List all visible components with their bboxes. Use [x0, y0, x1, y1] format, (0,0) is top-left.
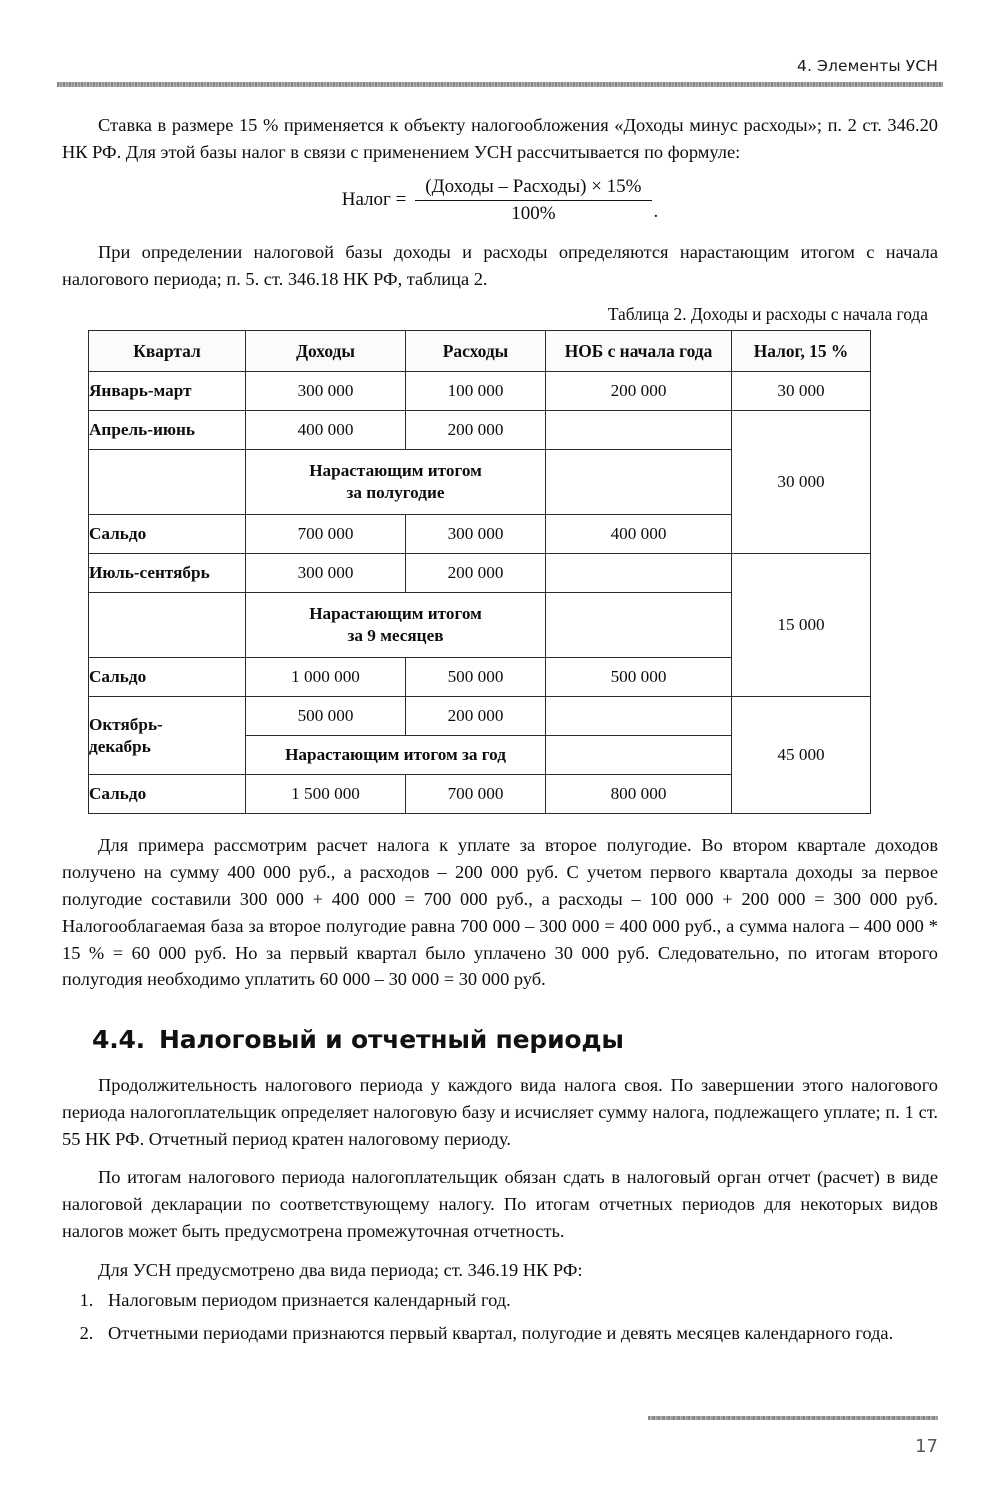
quarter-line1: Октябрь-: [89, 714, 163, 734]
table-row: [89, 372, 871, 411]
list-item: 1. Налоговым периодом признается календарный год.: [98, 1287, 938, 1314]
footer-rule: [648, 1416, 938, 1420]
cell-running-total: Нарастающим итогом за год: [246, 736, 546, 775]
column-header-income: Доходы: [246, 331, 406, 372]
cell-taxbase: 400 000: [546, 515, 732, 554]
cell-running-total: [246, 450, 546, 515]
cell-taxbase-empty: [546, 450, 732, 515]
cell-tax: 15 000: [732, 554, 871, 697]
column-header-quarter: Квартал: [89, 331, 246, 372]
cell-expense: 200 000: [406, 697, 546, 736]
column-header-tax: Налог, 15 %: [732, 331, 871, 372]
cell-quarter: Сальдо: [89, 515, 246, 554]
section-paragraph-1: Продолжительность налогового периода у каждого вида налога своя. По завершении этого налогового периода налогоплательщик определяет налоговую базу и исчисляет сумму налога, подлежащего уплате; п. 1 ст. 55 НК РФ. Отчетный период кратен налоговому периоду.: [62, 1075, 938, 1149]
cell-income: 1 000 000: [246, 658, 406, 697]
cell-income: 500 000: [246, 697, 406, 736]
formula-numerator: (Доходы – Расходы) × 15%: [425, 175, 642, 197]
section-paragraph-3: Для УСН предусмотрено два вида периода; ст. 346.19 НК РФ:: [98, 1259, 583, 1280]
cell-expense: 200 000: [406, 411, 546, 450]
cell-quarter: Январь-март: [89, 372, 246, 411]
cell-income: 700 000: [246, 515, 406, 554]
page-content: [62, 112, 938, 1353]
example-paragraph: Для примера рассмотрим расчет налога к уплате за второе полугодие. Во втором квартале доходов получено на сумму 400 000 руб., а расходов – 200 000 руб. С учетом первого квартала доходы за первое полугодие составили 300 000 + 400 000 = 700 000 руб., а расходы – 100 000 + 200 000 = 300 000 руб. Налогооблагаемая база за второе полугодие равна 700 000 – 300 000 = 400 000 руб., а сумма налога – 400 000 * 15 % = 60 000 руб. Но за первый квартал было уплачено 30 000 руб. Следовательно, по итогам второго полугодия необходимо уплатить 60 000 – 30 000 = 30 000 руб.: [62, 835, 938, 990]
tax-formula: [62, 176, 938, 225]
running-head: 4. Элементы УСН: [797, 57, 938, 75]
cell-income: 300 000: [246, 372, 406, 411]
list-item: 2. Отчетными периодами признаются первый квартал, полугодие и девять месяцев календарного года.: [98, 1320, 938, 1347]
cell-taxbase: 500 000: [546, 658, 732, 697]
table-caption: Таблица 2. Доходы и расходы с начала года: [607, 304, 928, 325]
section-title: Налоговый и отчетный периоды: [158, 1025, 624, 1055]
accrual-paragraph: При определении налоговой базы доходы и расходы определяются нарастающим итогом с начала налогового периода; п. 5. ст. 346.18 НК РФ, таблица 2.: [62, 241, 938, 289]
cell-expense: 100 000: [406, 372, 546, 411]
column-header-expense: Расходы: [406, 331, 546, 372]
column-header-taxbase: НОБ с начала года: [546, 331, 732, 372]
running-total-line1: Нарастающим итогом: [309, 461, 482, 481]
page-number: 17: [915, 1436, 938, 1457]
cell-running-total: [246, 593, 546, 658]
cell-expense: 200 000: [406, 554, 546, 593]
income-expense-table: [88, 330, 871, 814]
cell-quarter-empty: [89, 593, 246, 658]
running-total-line2: за полугодие: [346, 483, 445, 503]
cell-taxbase: 200 000: [546, 372, 732, 411]
cell-taxbase: [546, 697, 732, 736]
table-row: [89, 697, 871, 736]
cell-taxbase: [546, 411, 732, 450]
cell-tax: 45 000: [732, 697, 871, 814]
cell-income: 400 000: [246, 411, 406, 450]
cell-taxbase: 800 000: [546, 775, 732, 814]
quarter-line2: декабрь: [89, 736, 151, 756]
periods-list: [62, 1287, 938, 1347]
cell-expense: 300 000: [406, 515, 546, 554]
cell-quarter: Июль-сентябрь: [89, 554, 246, 593]
section-number: 4.4.: [92, 1025, 145, 1055]
cell-quarter: Апрель-июнь: [89, 411, 246, 450]
header-rule: [57, 82, 943, 87]
formula-denominator: 100%: [511, 202, 556, 224]
cell-quarter-empty: [89, 450, 246, 515]
cell-expense: 500 000: [406, 658, 546, 697]
formula-lhs: Налог =: [341, 189, 407, 211]
running-total-line1: Нарастающим итогом: [309, 604, 482, 624]
running-total-line2: за 9 месяцев: [347, 626, 444, 646]
cell-quarter: [89, 697, 246, 775]
cell-expense: 700 000: [406, 775, 546, 814]
cell-quarter: Сальдо: [89, 775, 246, 814]
cell-quarter: Сальдо: [89, 658, 246, 697]
table-header-row: [89, 331, 871, 372]
cell-taxbase-empty: [546, 593, 732, 658]
cell-tax: 30 000: [732, 372, 871, 411]
table-row: [89, 554, 871, 593]
cell-income: 1 500 000: [246, 775, 406, 814]
cell-tax: 30 000: [732, 411, 871, 554]
formula-period: .: [653, 200, 659, 222]
section-heading: [62, 1025, 938, 1054]
formula-fraction: [415, 176, 651, 225]
section-paragraph-2: По итогам налогового периода налогоплательщик обязан сдать в налоговый орган отчет (расчет) в виде налоговой декларации по соответствующему налогу. По итогам отчетных периодов для некоторых видов налогов может быть предусмотрена промежуточная отчетность.: [62, 1167, 938, 1241]
table-row: [89, 411, 871, 450]
cell-income: 300 000: [246, 554, 406, 593]
intro-paragraph: Ставка в размере 15 % применяется к объекту налогообложения «Доходы минус расходы»; п. 2 ст. 346.20 НК РФ. Для этой базы налог в связи с применением УСН рассчитывается по формуле:: [62, 115, 938, 162]
cell-taxbase: [546, 554, 732, 593]
cell-taxbase-empty: [546, 736, 732, 775]
